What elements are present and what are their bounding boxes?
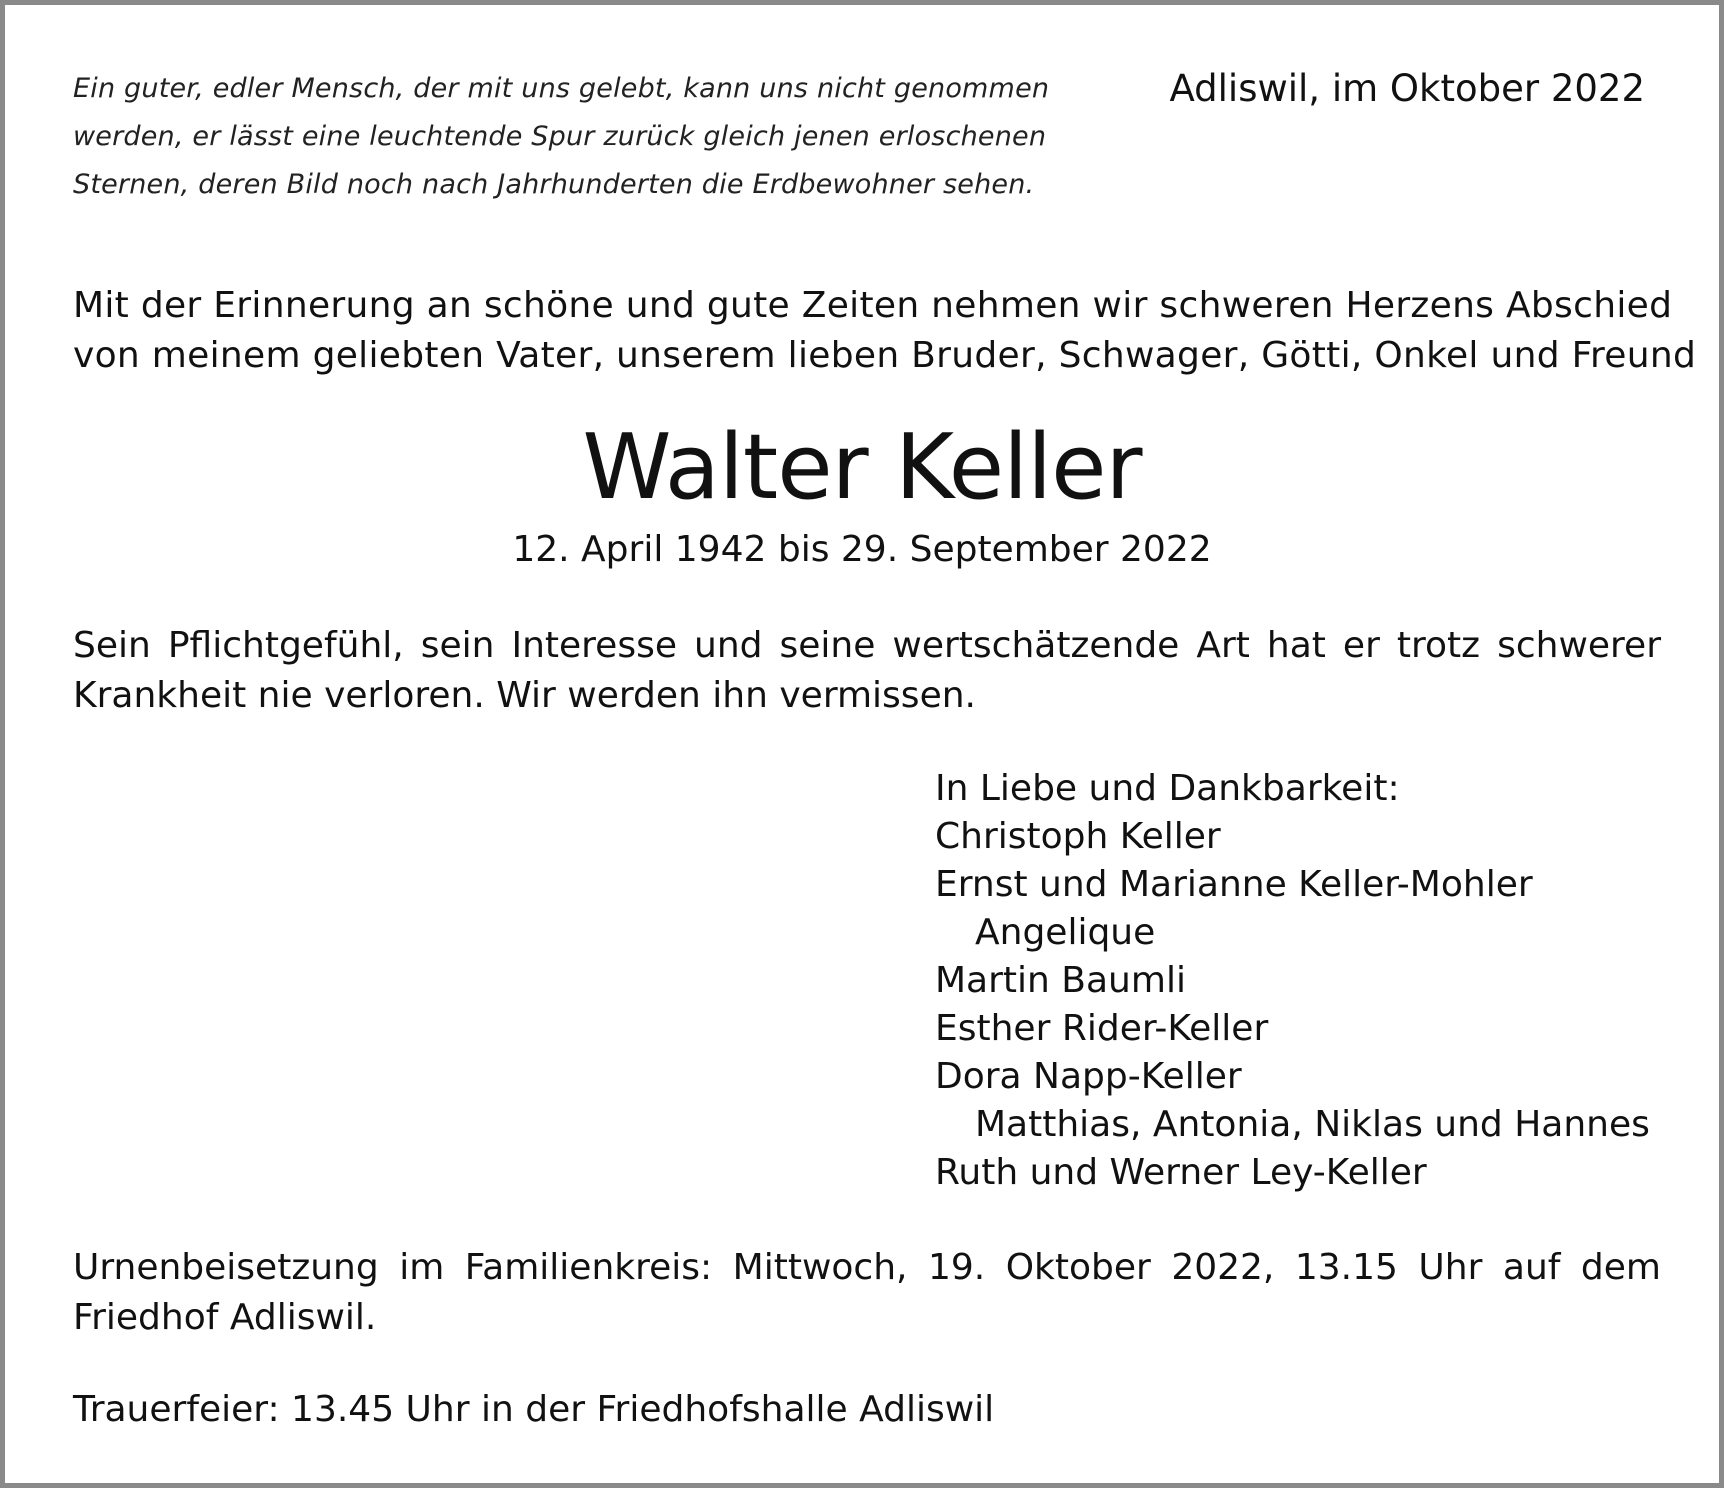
family-member: Ruth und Werner Ley-Keller bbox=[935, 1152, 1427, 1193]
family-member: Dora Napp-Keller bbox=[935, 1056, 1242, 1097]
intro-text bbox=[73, 281, 1696, 381]
intro-line: von meinem geliebten Vater, unserem lieben Bruder, Schwager, Götti, Onkel und Freund bbox=[73, 335, 1697, 376]
motto-line: Ein guter, edler Mensch, der mit uns gelebt, kann uns nicht genommen bbox=[73, 73, 1050, 104]
tribute-line: Sein Pflichtgefühl, sein Interesse und seine wertschätzende Art hat er trotz schwerer bbox=[73, 625, 1661, 666]
motto-line: Sternen, deren Bild noch nach Jahrhunderten die Erdbewohner sehen. bbox=[73, 169, 1035, 200]
tribute-text bbox=[73, 621, 1661, 721]
life-dates: 12. April 1942 bis 29. September 2022 bbox=[512, 529, 1212, 570]
deceased-name: Walter Keller bbox=[582, 415, 1142, 520]
motto-quote bbox=[73, 65, 1049, 209]
family-member: Ernst und Marianne Keller-Mohler bbox=[935, 864, 1533, 905]
intro-line: Mit der Erinnerung an schöne und gute Zeiten nehmen wir schweren Herzens Abschied bbox=[73, 285, 1673, 326]
family-member: Matthias, Antonia, Niklas und Hannes bbox=[975, 1104, 1650, 1145]
burial-info bbox=[73, 1243, 1661, 1343]
ceremony-info: Trauerfeier: 13.45 Uhr in der Friedhofshalle Adliswil bbox=[73, 1389, 995, 1430]
family-member: Esther Rider-Keller bbox=[935, 1008, 1269, 1049]
family-heading: In Liebe und Dankbarkeit: bbox=[935, 768, 1400, 809]
burial-line: Urnenbeisetzung im Familienkreis: Mittwoch, 19. Oktober 2022, 13.15 Uhr auf dem bbox=[73, 1247, 1661, 1288]
family-member: Martin Baumli bbox=[935, 960, 1186, 1001]
burial-line: Friedhof Adliswil. bbox=[73, 1297, 377, 1338]
place-and-date: Adliswil, im Oktober 2022 bbox=[1169, 67, 1645, 110]
tribute-line: Krankheit nie verloren. Wir werden ihn vermissen. bbox=[73, 675, 976, 716]
motto-line: werden, er lässt eine leuchtende Spur zurück gleich jenen erloschenen bbox=[73, 121, 1047, 152]
family-signatures bbox=[935, 765, 1650, 1197]
family-member: Christoph Keller bbox=[935, 816, 1221, 857]
family-member: Angelique bbox=[975, 912, 1156, 953]
